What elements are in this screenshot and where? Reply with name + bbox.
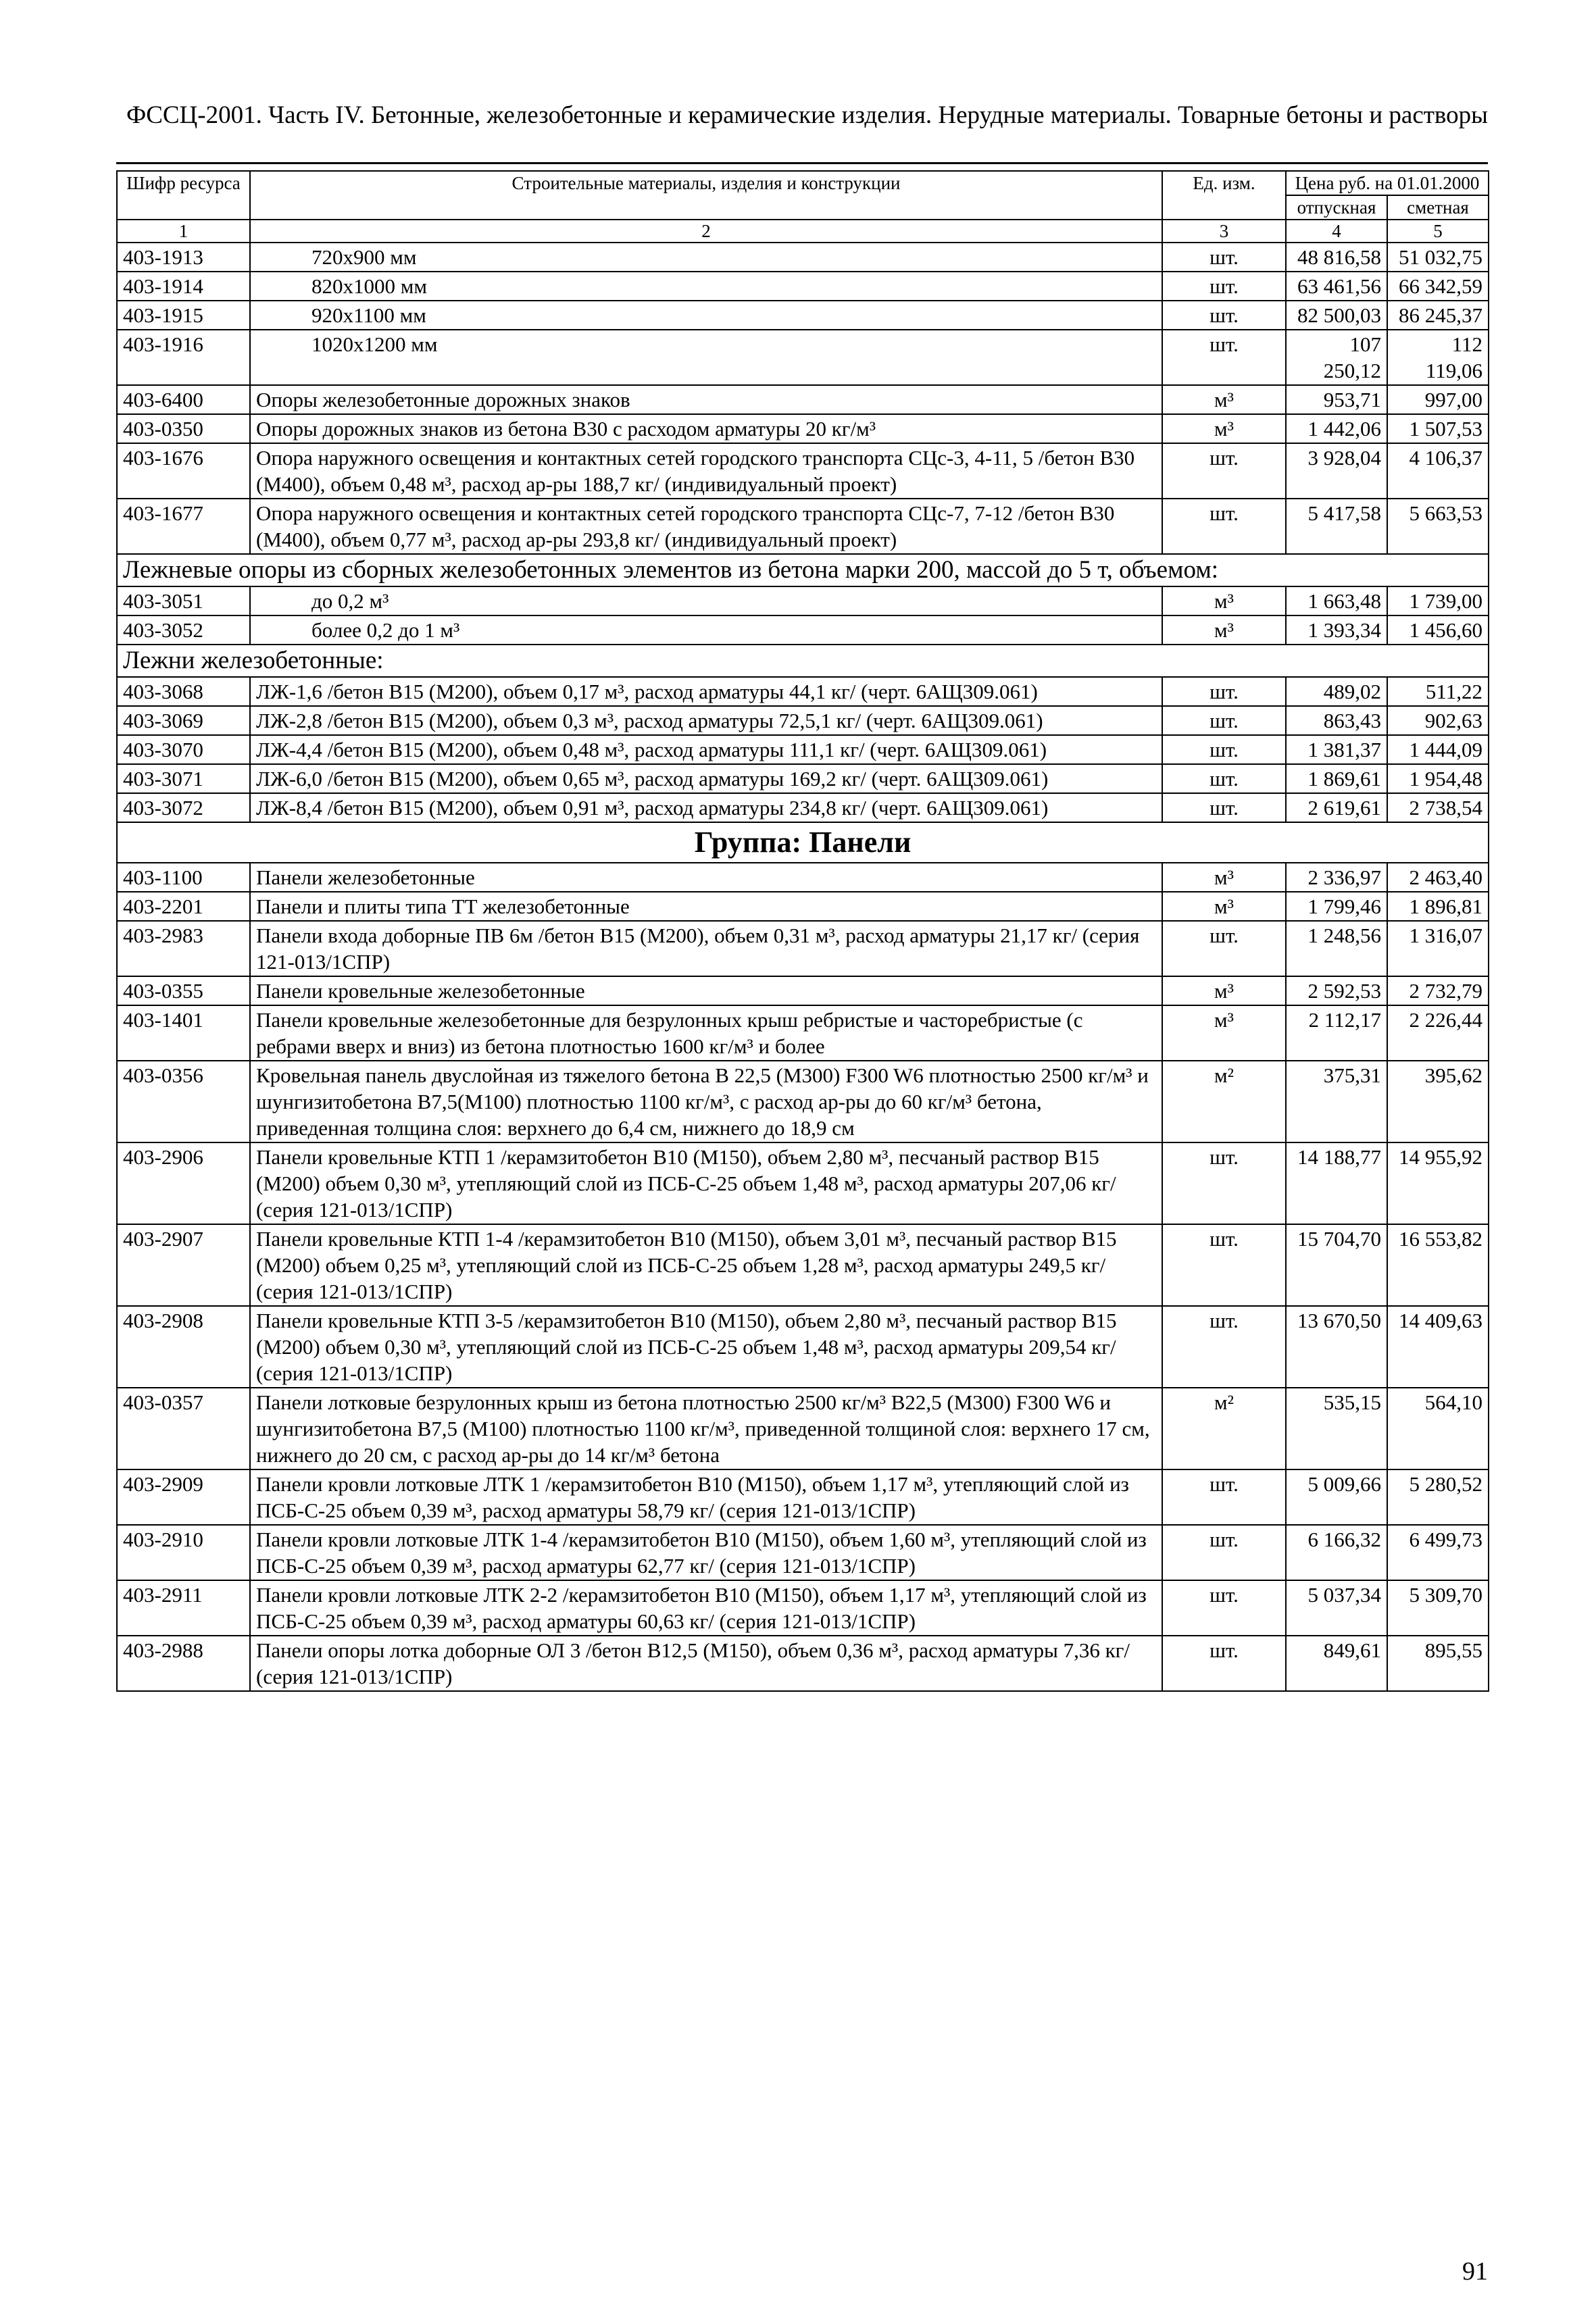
material-description: Панели железобетонные <box>250 863 1162 892</box>
table-row <box>117 615 1489 645</box>
unit-of-measure: шт. <box>1162 706 1286 735</box>
material-description: Кровельная панель двуслойная из тяжелого бетона В 22,5 (М300) F300 W6 плотностью 2500 кг/м³ и шунгизитобетона В7,5(М100) плотностью 1100 кг/м³, с расход ар-ры до 60 кг/м³ бетона, приведенная толщина слоя: верхнего до 6,4 см, нижнего до 18,9 см <box>250 1061 1162 1142</box>
estimate-price: 395,62 <box>1387 1061 1489 1142</box>
material-description: Панели кровли лотковые ЛТК 1 /керамзитобетон В10 (М150), объем 1,17 м³, утепляющий слой из ПСБ-С-25 объем 0,39 м³, расход арматуры 58,79 кг/ (серия 121-013/1СПР) <box>250 1469 1162 1525</box>
resource-code: 403-1914 <box>117 272 250 301</box>
material-description: Опоры железобетонные дорожных знаков <box>250 385 1162 414</box>
estimate-price: 5 663,53 <box>1387 499 1489 554</box>
material-description: Панели лотковые безрулонных крыш из бетона плотностью 2500 кг/м³ В22,5 (М300) F300 W6 и шунгизитобетона В7,5 (М100) плотностью 1100 кг/м³, приведенной толщиной слоя: верхнего 17 см, нижнего до 20 см, с расход ар-ры до 14 кг/м³ бетона <box>250 1388 1162 1469</box>
estimate-price: 1 739,00 <box>1387 586 1489 615</box>
release-price: 1 248,56 <box>1286 921 1387 976</box>
release-price: 953,71 <box>1286 385 1387 414</box>
resource-code: 403-0356 <box>117 1061 250 1142</box>
release-price: 13 670,50 <box>1286 1306 1387 1388</box>
table-row <box>117 499 1489 554</box>
unit-of-measure: м³ <box>1162 586 1286 615</box>
release-price: 489,02 <box>1286 677 1387 706</box>
resource-code: 403-2988 <box>117 1636 250 1691</box>
unit-of-measure: шт. <box>1162 1469 1286 1525</box>
material-description: Панели кровельные КТП 3-5 /керамзитобетон В10 (М150), объем 2,80 м³, песчаный раствор В15 (М200) объем 0,30 м³, утепляющий слой из ПСБ-С-25 объем 1,48 м³, расход арматуры 209,54 кг/ (серия 121-013/1СПР) <box>250 1306 1162 1388</box>
material-description: Панели кровельные железобетонные <box>250 976 1162 1005</box>
table-row <box>117 976 1489 1005</box>
release-price: 6 166,32 <box>1286 1525 1387 1580</box>
table-row <box>117 706 1489 735</box>
unit-of-measure: м³ <box>1162 385 1286 414</box>
material-description: Панели опоры лотка доборные ОЛ 3 /бетон В12,5 (М150), объем 0,36 м³, расход арматуры 7,36 кг/ (серия 121-013/1СПР) <box>250 1636 1162 1691</box>
table-row <box>117 272 1489 301</box>
col-number: 4 <box>1286 220 1387 243</box>
material-description: Опора наружного освещения и контактных сетей городского транспорта СЦс-3, 4-11, 5 /бетон В30 (М400), объем 0,48 м³, расход ар-ры 188,7 кг/ (индивидуальный проект) <box>250 443 1162 499</box>
material-description: 720x900 мм <box>250 243 1162 272</box>
unit-of-measure: шт. <box>1162 764 1286 793</box>
unit-of-measure: шт. <box>1162 735 1286 764</box>
estimate-price: 1 507,53 <box>1387 414 1489 443</box>
material-description: Панели кровли лотковые ЛТК 2-2 /керамзитобетон В10 (М150), объем 1,17 м³, утепляющий слой из ПСБ-С-25 объем 0,39 м³, расход арматуры 60,63 кг/ (серия 121-013/1СПР) <box>250 1580 1162 1636</box>
resource-code: 403-2909 <box>117 1469 250 1525</box>
resource-code: 403-1676 <box>117 443 250 499</box>
material-description: Панели кровельные железобетонные для безрулонных крыш ребристые и часторебристые (с ребрами вверх и вниз) из бетона плотностью 1600 кг/м³ и более <box>250 1005 1162 1061</box>
table-row <box>117 1525 1489 1580</box>
estimate-price: 2 732,79 <box>1387 976 1489 1005</box>
release-price: 5 037,34 <box>1286 1580 1387 1636</box>
table-row <box>117 443 1489 499</box>
release-price: 1 663,48 <box>1286 586 1387 615</box>
estimate-price: 2 738,54 <box>1387 793 1489 822</box>
resource-code: 403-0350 <box>117 414 250 443</box>
release-price: 2 619,61 <box>1286 793 1387 822</box>
release-price: 5 009,66 <box>1286 1469 1387 1525</box>
unit-of-measure: м³ <box>1162 863 1286 892</box>
unit-of-measure: шт. <box>1162 330 1286 385</box>
header-rule <box>116 162 1488 164</box>
unit-of-measure: м² <box>1162 1388 1286 1469</box>
release-price: 82 500,03 <box>1286 301 1387 330</box>
release-price: 14 188,77 <box>1286 1142 1387 1224</box>
material-description: Опора наружного освещения и контактных сетей городского транспорта СЦс-7, 7-12 /бетон В30 (М400), объем 0,77 м³, расход ар-ры 293,8 кг/ (индивидуальный проект) <box>250 499 1162 554</box>
estimate-price: 14 409,63 <box>1387 1306 1489 1388</box>
resource-code: 403-2910 <box>117 1525 250 1580</box>
estimate-price: 1 316,07 <box>1387 921 1489 976</box>
resource-code: 403-3068 <box>117 677 250 706</box>
table-row <box>117 1005 1489 1061</box>
material-description: Опоры дорожных знаков из бетона В30 с расходом арматуры 20 кг/м³ <box>250 414 1162 443</box>
resource-code: 403-3070 <box>117 735 250 764</box>
price-table <box>116 170 1489 1692</box>
material-description: ЛЖ-4,4 /бетон В15 (М200), объем 0,48 м³, расход арматуры 111,1 кг/ (черт. 6АЩ309.061) <box>250 735 1162 764</box>
column-number-row <box>117 220 1489 243</box>
release-price: 1 381,37 <box>1286 735 1387 764</box>
release-price: 3 928,04 <box>1286 443 1387 499</box>
estimate-price: 16 553,82 <box>1387 1224 1489 1306</box>
group-heading-row <box>117 822 1489 863</box>
release-price: 2 592,53 <box>1286 976 1387 1005</box>
release-price: 1 869,61 <box>1286 764 1387 793</box>
material-description: ЛЖ-6,0 /бетон В15 (М200), объем 0,65 м³, расход арматуры 169,2 кг/ (черт. 6АЩ309.061) <box>250 764 1162 793</box>
col-code-header: Шифр ресурса <box>117 171 250 220</box>
col-release-header: отпускная <box>1286 195 1387 220</box>
release-price: 1 442,06 <box>1286 414 1387 443</box>
table-row <box>117 1306 1489 1388</box>
table-row <box>117 1580 1489 1636</box>
estimate-price: 1 896,81 <box>1387 892 1489 921</box>
table-row <box>117 1388 1489 1469</box>
unit-of-measure: м³ <box>1162 892 1286 921</box>
estimate-price: 51 032,75 <box>1387 243 1489 272</box>
page-header: ФССЦ-2001. Часть IV. Бетонные, железобетонные и керамические изделия. Нерудные материалы. Товарные бетоны и растворы <box>126 101 1488 129</box>
estimate-price: 66 342,59 <box>1387 272 1489 301</box>
resource-code: 403-0355 <box>117 976 250 1005</box>
material-description: ЛЖ-1,6 /бетон В15 (М200), объем 0,17 м³, расход арматуры 44,1 кг/ (черт. 6АЩ309.061) <box>250 677 1162 706</box>
material-description: до 0,2 м³ <box>250 586 1162 615</box>
resource-code: 403-0357 <box>117 1388 250 1469</box>
estimate-price: 902,63 <box>1387 706 1489 735</box>
section-heading: Лежни железобетонные: <box>117 645 1489 677</box>
table-row <box>117 1636 1489 1691</box>
estimate-price: 2 226,44 <box>1387 1005 1489 1061</box>
material-description: Панели кровельные КТП 1-4 /керамзитобетон В10 (М150), объем 3,01 м³, песчаный раствор В15 (М200) объем 0,25 м³, утепляющий слой из ПСБ-С-25 объем 1,28 м³, расход арматуры 249,5 кг/ (серия 121-013/1СПР) <box>250 1224 1162 1306</box>
col-estimate-header: сметная <box>1387 195 1489 220</box>
release-price: 2 112,17 <box>1286 1005 1387 1061</box>
resource-code: 403-2201 <box>117 892 250 921</box>
estimate-price: 86 245,37 <box>1387 301 1489 330</box>
unit-of-measure: шт. <box>1162 1525 1286 1580</box>
col-number: 3 <box>1162 220 1286 243</box>
table-row <box>117 793 1489 822</box>
estimate-price: 511,22 <box>1387 677 1489 706</box>
col-number: 2 <box>250 220 1162 243</box>
table-row <box>117 1224 1489 1306</box>
group-heading: Группа: Панели <box>117 822 1489 863</box>
col-number: 5 <box>1387 220 1489 243</box>
unit-of-measure: шт. <box>1162 677 1286 706</box>
release-price: 535,15 <box>1286 1388 1387 1469</box>
release-price: 5 417,58 <box>1286 499 1387 554</box>
unit-of-measure: шт. <box>1162 1142 1286 1224</box>
table-row <box>117 414 1489 443</box>
unit-of-measure: шт. <box>1162 443 1286 499</box>
release-price: 1 799,46 <box>1286 892 1387 921</box>
table-row <box>117 586 1489 615</box>
table-row <box>117 330 1489 385</box>
unit-of-measure: шт. <box>1162 1306 1286 1388</box>
resource-code: 403-3052 <box>117 615 250 645</box>
release-price: 2 336,97 <box>1286 863 1387 892</box>
unit-of-measure: м³ <box>1162 1005 1286 1061</box>
estimate-price: 997,00 <box>1387 385 1489 414</box>
unit-of-measure: шт. <box>1162 1636 1286 1691</box>
resource-code: 403-3051 <box>117 586 250 615</box>
estimate-price: 6 499,73 <box>1387 1525 1489 1580</box>
table-row <box>117 385 1489 414</box>
unit-of-measure: шт. <box>1162 243 1286 272</box>
unit-of-measure: шт. <box>1162 1580 1286 1636</box>
table-row <box>117 301 1489 330</box>
release-price: 107 250,12 <box>1286 330 1387 385</box>
resource-code: 403-3069 <box>117 706 250 735</box>
release-price: 863,43 <box>1286 706 1387 735</box>
material-description: Панели кровельные КТП 1 /керамзитобетон В10 (М150), объем 2,80 м³, песчаный раствор В15 (М200) объем 0,30 м³, утепляющий слой из ПСБ-С-25 объем 1,48 м³, расход арматуры 207,06 кг/ (серия 121-013/1СПР) <box>250 1142 1162 1224</box>
table-row <box>117 243 1489 272</box>
estimate-price: 564,10 <box>1387 1388 1489 1469</box>
material-description: 920x1100 мм <box>250 301 1162 330</box>
section-heading-row <box>117 554 1489 586</box>
resource-code: 403-6400 <box>117 385 250 414</box>
release-price: 15 704,70 <box>1286 1224 1387 1306</box>
table-row <box>117 735 1489 764</box>
estimate-price: 4 106,37 <box>1387 443 1489 499</box>
material-description: более 0,2 до 1 м³ <box>250 615 1162 645</box>
material-description: ЛЖ-2,8 /бетон В15 (М200), объем 0,3 м³, расход арматуры 72,5,1 кг/ (черт. 6АЩ309.061) <box>250 706 1162 735</box>
table-row <box>117 764 1489 793</box>
col-number: 1 <box>117 220 250 243</box>
material-description: Панели и плиты типа ТТ железобетонные <box>250 892 1162 921</box>
estimate-price: 1 444,09 <box>1387 735 1489 764</box>
release-price: 48 816,58 <box>1286 243 1387 272</box>
unit-of-measure: шт. <box>1162 793 1286 822</box>
table-header-row <box>117 171 1489 195</box>
table-row <box>117 863 1489 892</box>
estimate-price: 895,55 <box>1387 1636 1489 1691</box>
estimate-price: 5 309,70 <box>1387 1580 1489 1636</box>
material-description: Панели входа доборные ПВ 6м /бетон В15 (М200), объем 0,31 м³, расход арматуры 21,17 кг/ (серия 121-013/1СПР) <box>250 921 1162 976</box>
table-row <box>117 1469 1489 1525</box>
resource-code: 403-1913 <box>117 243 250 272</box>
unit-of-measure: м³ <box>1162 976 1286 1005</box>
estimate-price: 1 954,48 <box>1387 764 1489 793</box>
col-price-header: Цена руб. на 01.01.2000 <box>1286 171 1489 195</box>
release-price: 375,31 <box>1286 1061 1387 1142</box>
resource-code: 403-2908 <box>117 1306 250 1388</box>
page-number: 91 <box>1462 2257 1488 2286</box>
material-description: ЛЖ-8,4 /бетон В15 (М200), объем 0,91 м³, расход арматуры 234,8 кг/ (черт. 6АЩ309.061) <box>250 793 1162 822</box>
unit-of-measure: м³ <box>1162 615 1286 645</box>
unit-of-measure: шт. <box>1162 301 1286 330</box>
section-heading: Лежневые опоры из сборных железобетонных элементов из бетона марки 200, массой до 5 т, объемом: <box>117 554 1489 586</box>
material-description: 1020x1200 мм <box>250 330 1162 385</box>
unit-of-measure: м³ <box>1162 414 1286 443</box>
col-materials-header: Строительные материалы, изделия и конструкции <box>250 171 1162 220</box>
resource-code: 403-1916 <box>117 330 250 385</box>
unit-of-measure: шт. <box>1162 921 1286 976</box>
estimate-price: 14 955,92 <box>1387 1142 1489 1224</box>
resource-code: 403-2907 <box>117 1224 250 1306</box>
material-description: 820x1000 мм <box>250 272 1162 301</box>
unit-of-measure: шт. <box>1162 1224 1286 1306</box>
estimate-price: 112 119,06 <box>1387 330 1489 385</box>
estimate-price: 5 280,52 <box>1387 1469 1489 1525</box>
resource-code: 403-1677 <box>117 499 250 554</box>
section-heading-row <box>117 645 1489 677</box>
material-description: Панели кровли лотковые ЛТК 1-4 /керамзитобетон В10 (М150), объем 1,60 м³, утепляющий слой из ПСБ-С-25 объем 0,39 м³, расход арматуры 62,77 кг/ (серия 121-013/1СПР) <box>250 1525 1162 1580</box>
table-row <box>117 1061 1489 1142</box>
resource-code: 403-2911 <box>117 1580 250 1636</box>
unit-of-measure: м² <box>1162 1061 1286 1142</box>
table-row <box>117 677 1489 706</box>
resource-code: 403-2906 <box>117 1142 250 1224</box>
release-price: 1 393,34 <box>1286 615 1387 645</box>
resource-code: 403-1100 <box>117 863 250 892</box>
table-row <box>117 1142 1489 1224</box>
estimate-price: 2 463,40 <box>1387 863 1489 892</box>
unit-of-measure: шт. <box>1162 272 1286 301</box>
table-row <box>117 892 1489 921</box>
resource-code: 403-1401 <box>117 1005 250 1061</box>
estimate-price: 1 456,60 <box>1387 615 1489 645</box>
release-price: 63 461,56 <box>1286 272 1387 301</box>
unit-of-measure: шт. <box>1162 499 1286 554</box>
resource-code: 403-2983 <box>117 921 250 976</box>
resource-code: 403-1915 <box>117 301 250 330</box>
resource-code: 403-3071 <box>117 764 250 793</box>
release-price: 849,61 <box>1286 1636 1387 1691</box>
col-unit-header: Ед. изм. <box>1162 171 1286 220</box>
resource-code: 403-3072 <box>117 793 250 822</box>
table-row <box>117 921 1489 976</box>
